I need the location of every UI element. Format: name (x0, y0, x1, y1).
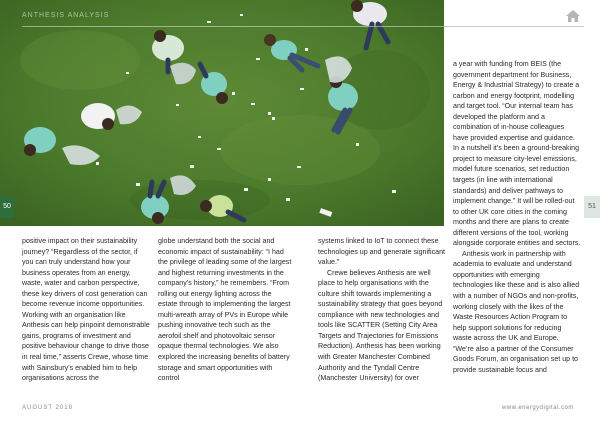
paragraph: globe understand both the social and economic impact of sustainability: “I had the privilege of leading some of the largest and highest returning investments in the company’s history,” he remembers. “From rolling out energy lighting across the estate through to implementing the largest multi-wreath array of PVs in Europe while pushing innovative tech such as the aerofoil shelf and photovoltaic sensor opaque thermal technologies. We also explored the increasing benefits of battery storage and smart opportunities with control (158, 237, 292, 383)
header-rule-right (444, 26, 584, 27)
litter-pick-photo (0, 0, 444, 226)
paragraph: positive impact on their sustainability journey? “Regardless of the sector, if you can truly understand how your business operates from an energy, waste, water and carbon perspective, these key drivers of cost generation can become revenue income opportunities. Working with an organisation like Anthesis can help pinpoint demonstrable gains, programs of investment and positive behaviour change to drive those in real time,” asserts Crewe, whose time with Sainsbury’s enabled him to help organisations across the (22, 237, 150, 383)
text-column-2 (158, 236, 292, 384)
paragraph: Crewe believes Anthesis are well place to help organisations with the culture shift towards implementing a sustainability strategy that goes beyond compliance with new technologies and tools like SCATTER (Setting City Area Targets and Trajectories for Emissions Reduction). Anthesis has been working with Greater Manchester Combined Authority and the Tyndall Centre (Manchester University) for over (318, 268, 443, 383)
page-number-left: 50 (0, 196, 14, 218)
text-column-1 (22, 236, 150, 384)
home-icon[interactable] (565, 9, 581, 23)
footer-url[interactable]: www.energydigital.com (502, 405, 574, 411)
paragraph: a year with funding from BEIS (the government department for Business, Energy & Industrial Strategy) to create a carbon and energy footprint, modelling and target tool. “Our internal team has developed the platform and a combination of in-house colleagues have provided expertise and guidance. In a nutshell it’s been a ground-breaking project to measure city-level emissions, model future scenarios, set reduction targets (in line with international standards) and deliver pathways to implement change.” It will be rolled-out to other UK core cities in the coming months and there are plans to create different versions of the tool, working alongside corporate entities and sectors. (453, 60, 581, 248)
paragraph: Anthesis work in partnership with academia to evaluate and understand opportunities with emerging technologies like these and is also allied with a number of NGOs and non-profits, working closely with the likes of the Waste Resources Action Program to help support solutions for reducing waste across the UK and Europe. “We’re also a partner of the Consumer Goods Forum, an organisation set up to provide sustainable focus and (453, 249, 580, 374)
paragraph: systems linked to IoT to connect these technologies up and generate significant value.” (318, 237, 445, 267)
header-rule (22, 26, 444, 27)
text-column-3 (318, 236, 446, 384)
section-tag: ANTHESIS ANALYSIS (22, 12, 110, 19)
hero-photo (0, 0, 444, 226)
text-column-4 (453, 59, 581, 375)
footer-date: AUGUST 2018 (22, 405, 73, 411)
page-number-right: 51 (584, 196, 600, 218)
